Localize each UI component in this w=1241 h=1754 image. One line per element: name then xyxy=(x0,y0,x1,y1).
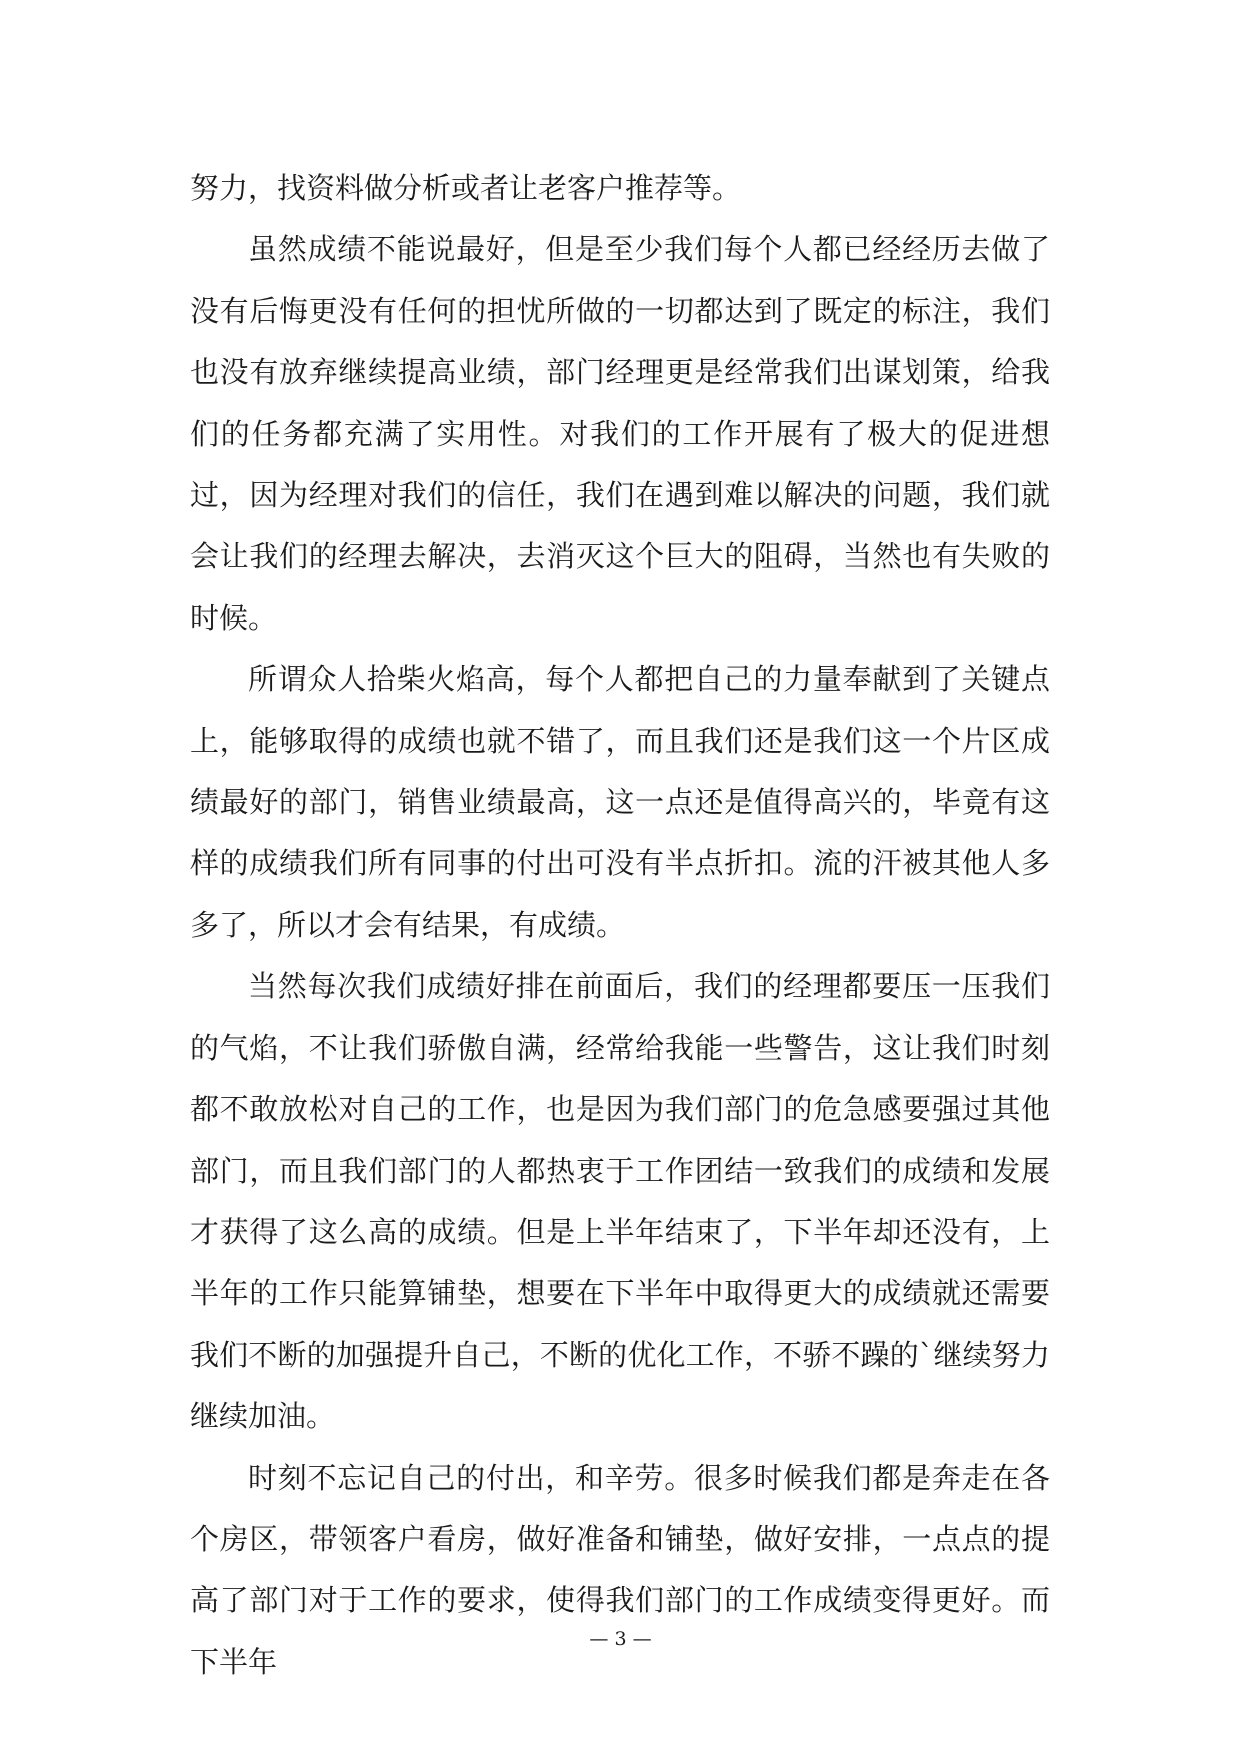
paragraph: 虽然成绩不能说最好，但是至少我们每个人都已经经历去做了没有后悔更没有任何的担忧所做的一切都达到了既定的标注，我们也没有放弃继续提高业绩，部门经理更是经常我们出谋划策，给我们的任务都充满了实用性。对我们的工作开展有了极大的促进想过，因为经理对我们的信任，我们在遇到难以解决的问题，我们就会让我们的经理去解决，去消灭这个巨大的阻碍，当然也有失败的时候。 xyxy=(190,232,1050,635)
page-number: — 3 — xyxy=(589,1628,652,1650)
paragraph: 所谓众人拾柴火焰高，每个人都把自己的力量奉献到了关键点上，能够取得的成绩也就不错了，而且我们还是我们这一个片区成绩最好的部门，销售业绩最高，这一点还是值得高兴的，毕竟有这样的成绩我们所有同事的付出可没有半点折扣。流的汗被其他人多多了，所以才会有结果，有成绩。 xyxy=(190,662,1050,942)
paragraph-continuation: 努力，找资料做分析或者让老客户推荐等。 xyxy=(190,171,742,205)
paragraph: 当然每次我们成绩好排在前面后，我们的经理都要压一压我们的气焰，不让我们骄傲自满，经常给我能一些警告，这让我们时刻都不敢放松对自己的工作，也是因为我们部门的危急感要强过其他部门，而且我们部门的人都热衷于工作团结一致我们的成绩和发展才获得了这么高的成绩。但是上半年结束了，下半年却还没有，上半年的工作只能算铺垫，想要在下半年中取得更大的成绩就还需要我们不断的加强提升自己，不断的优化工作，不骄不躁的`继续努力继续加油。 xyxy=(190,969,1050,1434)
paragraph: 时刻不忘记自己的付出，和辛劳。很多时候我们都是奔走在各个房区，带领客户看房，做好准备和铺垫，做好安排，一点点的提高了部门对于工作的要求，使得我们部门的工作成绩变得更好。而下半年 xyxy=(190,1460,1050,1679)
body-text xyxy=(190,158,1050,1693)
